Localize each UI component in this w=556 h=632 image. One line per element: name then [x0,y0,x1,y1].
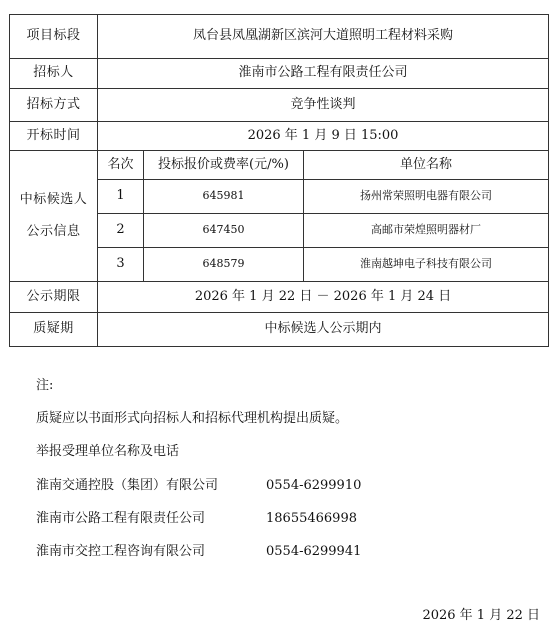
row-query [10,313,549,347]
notes-line-report: 举报受理单位名称及电话 [36,444,180,459]
candidate-price: 645981 [144,180,304,214]
contact-phone: 0554-6299910 [266,478,362,493]
candidate-unit: 扬州常荣照明电器有限公司 [304,180,549,214]
contact-name: 淮南交通控股（集团）有限公司 [36,478,219,493]
candidate-rank: 2 [98,214,144,248]
header-unit: 单位名称 [304,151,549,180]
project-value: 凤台县凤凰湖新区滨河大道照明工程材料采购 [98,15,549,59]
row-publicity [10,282,549,313]
candidates-label-line2: 公示信息 [26,224,81,239]
contact-row [36,540,361,559]
opening-label: 开标时间 [10,122,98,151]
method-value: 竞争性谈判 [98,89,549,122]
contact-name: 淮南市交控工程咨询有限公司 [36,544,206,559]
notice-date: 2026 年 1 月 22 日 [422,608,540,623]
row-candidates-header [10,151,549,180]
contact-name: 淮南市公路工程有限责任公司 [36,511,206,526]
publicity-value: 2026 年 1 月 22 日 － 2026 年 1 月 24 日 [98,282,549,313]
contact-row [36,507,357,526]
row-method [10,89,549,122]
row-project [10,15,549,59]
method-label: 招标方式 [10,89,98,122]
row-tenderer [10,59,549,89]
candidates-label-line1: 中标候选人 [19,192,88,207]
publicity-label: 公示期限 [10,282,98,313]
header-price: 投标报价或费率(元/%) [144,151,304,180]
candidate-unit: 高邮市荣煌照明器材厂 [304,214,549,248]
header-rank: 名次 [98,151,144,180]
tenderer-value: 淮南市公路工程有限责任公司 [98,59,549,89]
notes-line-complaint: 质疑应以书面形式向招标人和招标代理机构提出质疑。 [36,411,349,426]
notes-title: 注: [36,378,54,393]
query-value: 中标候选人公示期内 [98,313,549,347]
candidate-price: 647450 [144,214,304,248]
candidate-unit: 淮南越坤电子科技有限公司 [304,248,549,282]
contact-row [36,474,361,493]
candidate-rank: 1 [98,180,144,214]
contact-phone: 18655466998 [266,511,357,526]
project-label: 项目标段 [10,15,98,59]
candidate-price: 648579 [144,248,304,282]
bid-result-table [9,14,549,347]
contact-phone: 0554-6299941 [266,544,362,559]
opening-value: 2026 年 1 月 9 日 15:00 [98,122,549,151]
row-opening [10,122,549,151]
candidates-label [10,151,98,282]
query-label: 质疑期 [10,313,98,347]
tenderer-label: 招标人 [10,59,98,89]
candidate-rank: 3 [98,248,144,282]
